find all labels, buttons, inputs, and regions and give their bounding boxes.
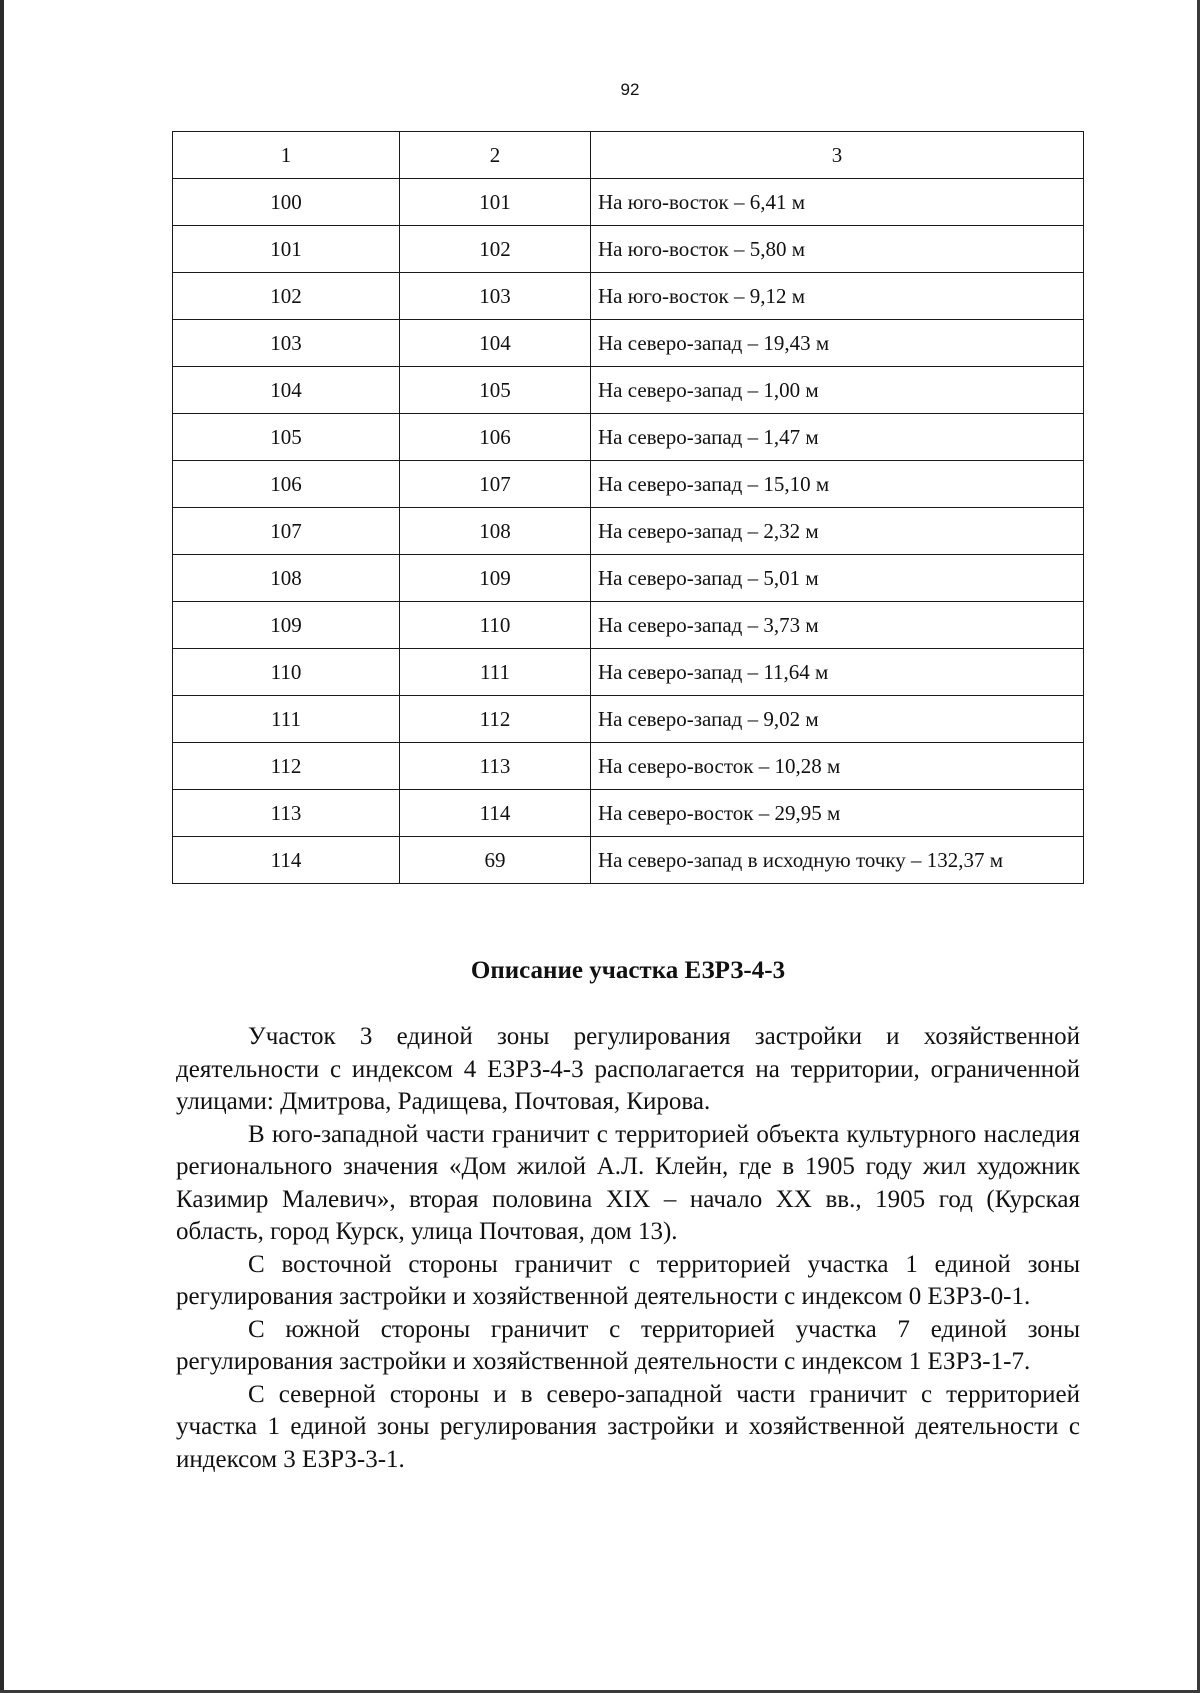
table-row <box>173 461 1084 508</box>
cell-description: На северо-запад – 9,02 м <box>591 696 1084 743</box>
page-number: 92 <box>620 80 640 99</box>
cell-point-to: 105 <box>400 367 591 414</box>
cell-description: На юго-восток – 6,41 м <box>591 179 1084 226</box>
cell-description: На северо-запад – 5,01 м <box>591 555 1084 602</box>
table-row <box>173 320 1084 367</box>
cell-description: На северо-запад в исходную точку – 132,37 м <box>591 837 1084 884</box>
cell-point-to: 113 <box>400 743 591 790</box>
cell-point-from: 100 <box>173 179 400 226</box>
cell-point-to: 112 <box>400 696 591 743</box>
table-row <box>173 837 1084 884</box>
cell-point-from: 102 <box>173 273 400 320</box>
cell-point-to: 106 <box>400 414 591 461</box>
cell-point-from: 101 <box>173 226 400 273</box>
cell-description: На северо-запад – 11,64 м <box>591 649 1084 696</box>
cell-description: На северо-запад – 1,47 м <box>591 414 1084 461</box>
cell-description: На юго-восток – 5,80 м <box>591 226 1084 273</box>
paragraph: В юго-западной части граничит с территорией объекта культурного наследия регионального значения «Дом жилой А.Л. Клейн, где в 1905 году жил художник Казимир Малевич», вторая половина XIX – начало XX вв., 1905 год (Курская область, город Курск, улица Почтовая, дом 13). <box>176 1120 1080 1245</box>
cell-point-from: 105 <box>173 414 400 461</box>
cell-description: На юго-восток – 9,12 м <box>591 273 1084 320</box>
table-row <box>173 696 1084 743</box>
cell-point-from: 110 <box>173 649 400 696</box>
table-row <box>173 555 1084 602</box>
paragraph: Участок 3 единой зоны регулирования застройки и хозяйственной деятельности с индексом 4 ЕЗРЗ-4-3 располагается на территории, ограниченной улицами: Дмитрова, Радищева, Почтовая, Кирова. <box>176 1023 1080 1115</box>
table-row <box>173 226 1084 273</box>
paragraph: С северной стороны и в северо-западной части граничит с территорией участка 1 единой зоны регулирования застройки и хозяйственной деятельности с индексом 3 ЕЗРЗ-3-1. <box>176 1380 1080 1473</box>
header-cell-description: 3 <box>591 132 1084 179</box>
table-row <box>173 367 1084 414</box>
cell-point-to: 104 <box>400 320 591 367</box>
cell-point-from: 104 <box>173 367 400 414</box>
cell-point-to: 107 <box>400 461 591 508</box>
cell-point-to: 101 <box>400 179 591 226</box>
table-row <box>173 508 1084 555</box>
cell-point-from: 109 <box>173 602 400 649</box>
table-row <box>173 790 1084 837</box>
cell-point-from: 112 <box>173 743 400 790</box>
cell-point-to: 69 <box>400 837 591 884</box>
cell-point-to: 108 <box>400 508 591 555</box>
section-title: Описание участка ЕЗРЗ-4-3 <box>470 957 786 984</box>
cell-point-to: 102 <box>400 226 591 273</box>
section-body <box>176 1021 1080 1476</box>
cell-description: На северо-запад – 3,73 м <box>591 602 1084 649</box>
cell-point-from: 108 <box>173 555 400 602</box>
header-cell-point-to: 2 <box>400 132 591 179</box>
cell-description: На северо-запад – 15,10 м <box>591 461 1084 508</box>
cell-description: На северо-запад – 1,00 м <box>591 367 1084 414</box>
cell-description: На северо-запад – 19,43 м <box>591 320 1084 367</box>
cell-point-to: 111 <box>400 649 591 696</box>
table-row <box>173 649 1084 696</box>
paragraph: С южной стороны граничит с территорией участка 7 единой зоны регулирования застройки и хозяйственной деятельности с индексом 1 ЕЗРЗ-1-7. <box>176 1315 1080 1375</box>
table-row <box>173 602 1084 649</box>
cell-description: На северо-запад – 2,32 м <box>591 508 1084 555</box>
table-row <box>173 273 1084 320</box>
paragraph: С восточной стороны граничит с территорией участка 1 единой зоны регулирования застройки и хозяйственной деятельности с индексом 0 ЕЗРЗ-0-1. <box>176 1250 1080 1310</box>
cell-point-from: 114 <box>173 837 400 884</box>
cell-description: На северо-восток – 29,95 м <box>591 790 1084 837</box>
table-header-row <box>173 132 1084 179</box>
boundary-table <box>172 131 1084 884</box>
table-row <box>173 179 1084 226</box>
cell-point-from: 113 <box>173 790 400 837</box>
cell-point-from: 103 <box>173 320 400 367</box>
cell-point-from: 111 <box>173 696 400 743</box>
cell-point-to: 114 <box>400 790 591 837</box>
table-row <box>173 743 1084 790</box>
table-row <box>173 414 1084 461</box>
cell-point-to: 103 <box>400 273 591 320</box>
cell-description: На северо-восток – 10,28 м <box>591 743 1084 790</box>
cell-point-to: 110 <box>400 602 591 649</box>
cell-point-from: 106 <box>173 461 400 508</box>
scan-edge-left <box>0 0 4 1693</box>
header-cell-point-from: 1 <box>173 132 400 179</box>
cell-point-from: 107 <box>173 508 400 555</box>
cell-point-to: 109 <box>400 555 591 602</box>
